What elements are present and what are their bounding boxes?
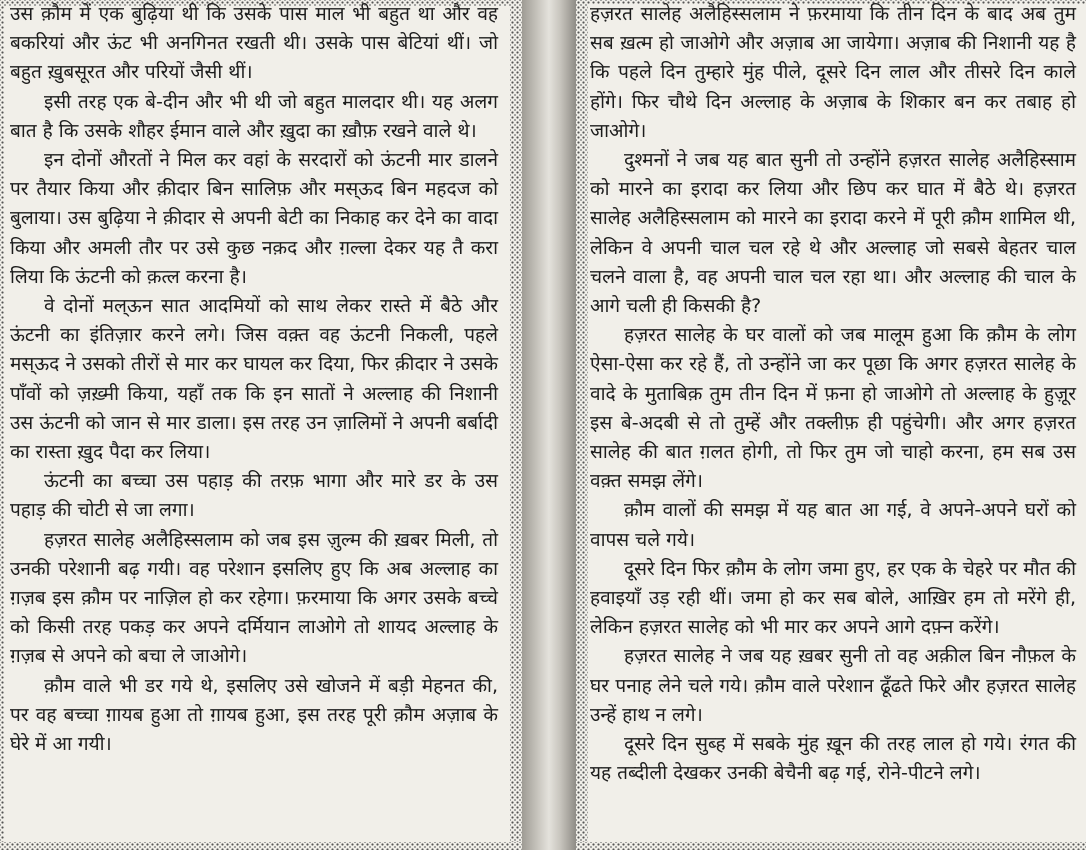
left-page [0, 0, 522, 850]
left-page-text [10, 0, 498, 759]
paragraph: दूसरे दिन फिर क़ौम के लोग जमा हुए, हर एक के चेहरे पर मौत की हवाइयाँ उड़ रही थीं। जमा हो कर सब बोले, आख़िर हम तो मरेंगे ही, लेकिन हज़रत सालेह को भी मार कर अपने आगे दफ़्न करेंगे। [590, 557, 1076, 639]
paragraph: हज़रत सालेह अलैहिस्सलाम ने फ़रमाया कि तीन दिन के बाद अब तुम सब ख़त्म हो जाओगे और अज़ाब आ जायेगा। अज़ाब की निशानी यह है कि पहले दिन तुम्हारे मुंह पीले, दूसरे दिन लाल और तीसरे दिन काले होंगे। फिर चौथे दिन अल्लाह के अज़ाब के शिकार बन कर तबाह हो जाओगे। [590, 3, 1076, 142]
paragraph: क़ौम वाले भी डर गये थे, इसलिए उसे खोजने में बड़ी मेहनत की, पर वह बच्चा ग़ायब हुआ तो ग़ायब हुआ, इस तरह पूरी क़ौम अज़ाब के घेरे में आ गयी। [10, 674, 498, 756]
paragraph: हज़रत सालेह के घर वालों को जब मालूम हुआ कि क़ौम के लोग ऐसा-ऐसा कर रहे हैं, तो उन्होंने जा कर पूछा कि अगर हज़रत सालेह के वादे के मुताबिक़ तुम तीन दिन में फ़ना हो जाओगे तो अल्लाह के हुज़ूर इस बे-अदबी से तो तुम्हें और तक्लीफ़ ही पहुंचेगी। और अगर हज़रत सालेह की बात ग़लत होगी, तो फिर तुम जो चाहो करना, हम सब उस वक़्त समझ लेंगे। [590, 324, 1076, 493]
paragraph: उस क़ौम में एक बुढ़िया थी कि उसके पास माल भी बहुत था और वह बकरियां और ऊंट भी अनगिनत रखती थी। उसके पास बेटियां थीं। जो बहुत ख़ुबसूरत और परियों जैसी थीं। [10, 3, 498, 84]
paragraph: दूसरे दिन सुब्ह में सबके मुंह ख़ून की तरह लाल हो गये। रंगत की यह तब्दीली देखकर उनकी बेचैनी बढ़ गई, रोने-पीटने लगे। [590, 733, 1076, 785]
right-page [576, 0, 1086, 850]
paragraph: हज़रत सालेह ने जब यह ख़बर सुनी तो वह अक़ील बिन नौफ़ल के घर पनाह लेने चले गये। क़ौम वाले परेशान ढूँढते फिरे और हज़रत सालेह उन्हें हाथ न लगे। [590, 645, 1076, 726]
paragraph: वे दोनों मल्ऊन सात आदमियों को साथ लेकर रास्ते में बैठे और ऊंटनी का इंतिज़ार करने लगे। जिस वक़्त वह ऊंटनी निकली, पहले मस्ऊद ने उसको तीरों से मार कर घायल कर दिया, फिर क़ीदार ने उसके पाँवों को ज़ख़्मी किया, यहाँ तक कि इन सातों ने अल्लाह की निशानी उस ऊंटनी को जान से मार डाला। इस तरह उन ज़ालिमों ने अपनी बर्बादी का रास्ता ख़ुद पैदा कर लिया। [10, 295, 498, 464]
paragraph: हज़रत सालेह अलैहिस्सलाम को जब इस ज़ुल्म की ख़बर मिली, तो उनकी परेशानी बढ़ गयी। वह परेशान इसलिए हुए कि अब अल्लाह का ग़ज़ब इस क़ौम पर नाज़िल हो कर रहेगा। फ़रमाया कि अगर उसके बच्चे को किसी तरह पकड़ कर अपने दर्मियान लाओगे तो शायद अल्लाह के ग़ज़ब से अपने को बचा ले जाओगे। [10, 528, 498, 668]
decorative-border [576, 0, 588, 850]
right-page-text [590, 0, 1076, 788]
decorative-border [0, 842, 522, 850]
book-gutter [522, 0, 576, 850]
paragraph: इन दोनों औरतों ने मिल कर वहां के सरदारों को ऊंटनी मार डालने पर तैयार किया और क़ीदार बिन सालिफ़ और मस्ऊद बिन महदज को बुलाया। उस बुढ़िया ने क़ीदार से अपनी बेटी का निकाह कर देने का वादा किया और अमली तौर पर उसे कुछ नक़द और ग़ल्ला देकर यह तै करा लिया कि ऊंटनी को क़त्ल करना है। [10, 149, 498, 288]
paragraph: ऊंटनी का बच्चा उस पहाड़ की तरफ़ भागा और मारे डर के उस पहाड़ की चोटी से जा लगा। [10, 470, 498, 522]
paragraph: क़ौम वालों की समझ में यह बात आ गई, वे अपने-अपने घरों को वापस चले गये। [590, 499, 1076, 551]
decorative-border [576, 842, 1086, 850]
decorative-border [0, 0, 4, 850]
paragraph: दुश्मनों ने जब यह बात सुनी तो उन्होंने हज़रत सालेह अलैहिस्साम को मारने का इरादा कर लिया और छिप कर घात में बैठे थे। हज़रत सालेह अलैहिस्सलाम को मारने का इरादा करने में पूरी क़ौम शामिल थी, लेकिन वे अपनी चाल चल रहे थे और अल्लाह जो सबसे बेहतर चाल चलने वाला है, वह अपनी चाल चल रहा था। और अल्लाह की चाल के आगे चली ही किसकी है? [590, 149, 1076, 318]
decorative-border [510, 0, 522, 850]
paragraph: इसी तरह एक बे-दीन और भी थी जो बहुत मालदार थी। यह अलग बात है कि उसके शौहर ईमान वाले और ख़ुदा का ख़ौफ़ रखने वाले थे। [10, 90, 498, 142]
